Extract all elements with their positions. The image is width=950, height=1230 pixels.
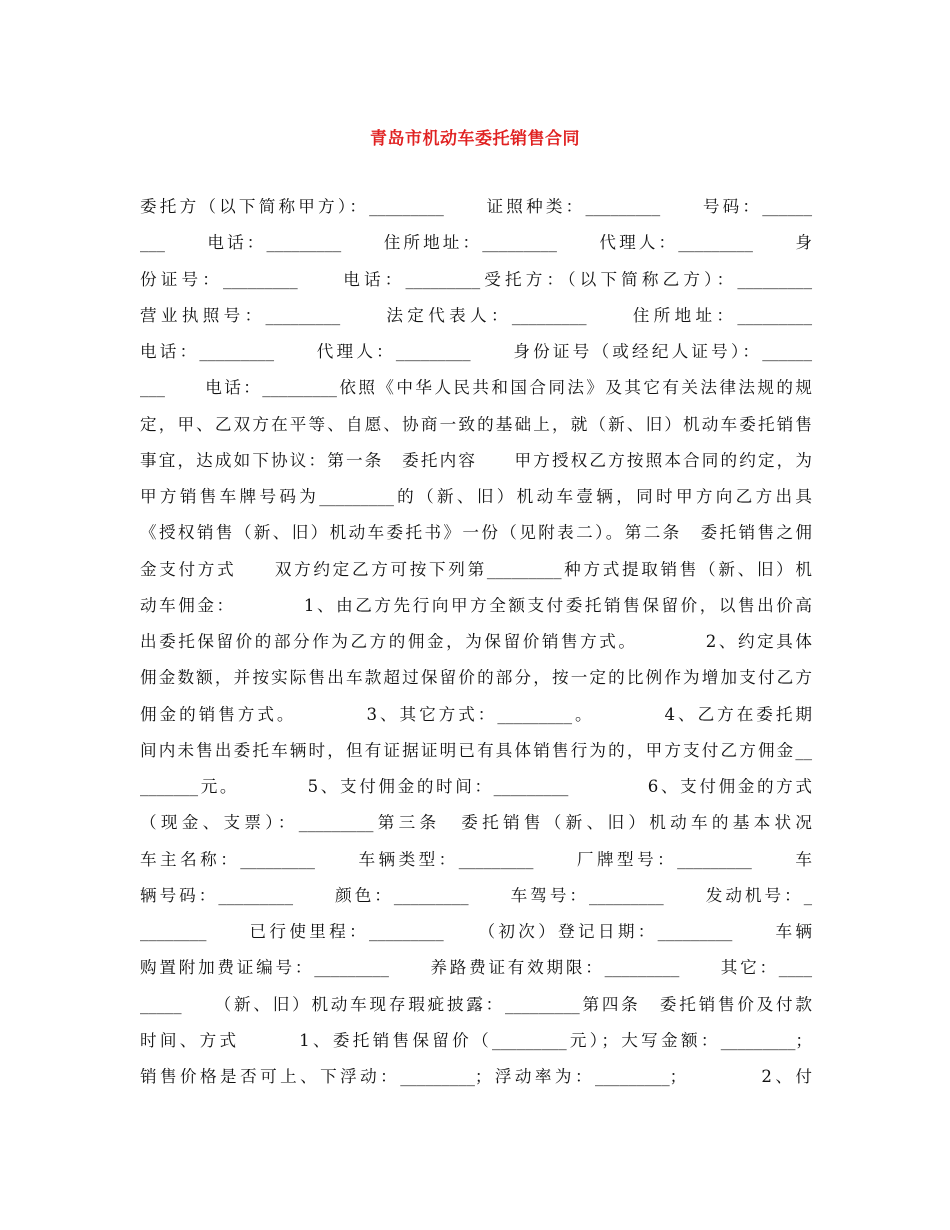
contract-text-line: 购置附加费证编号：_________ 养路费证有效期限：_________ 其它：____ [140, 958, 812, 978]
contract-text-line: 委托方（以下简称甲方）：_________ 证照种类：_________ 号码：______ [140, 197, 812, 216]
contract-text-line: 定，甲、乙双方在平等、自愿、协商一致的基础上，就（新、旧）机动车委托销售 [140, 414, 812, 434]
contract-text-line: ________ 已行使里程：_________ （初次）登记日期：_________ 车辆 [140, 922, 812, 941]
contract-text-line: 佣金的销售方式。 3、其它方式：_________。 4、乙方在委托期 [140, 704, 812, 724]
contract-body [140, 193, 812, 1099]
contract-text-line: 甲方销售车牌号码为_________的（新、旧）机动车壹辆，同时甲方向乙方出具 [140, 487, 812, 506]
document-title: 青岛市机动车委托销售合同 [370, 129, 580, 149]
contract-text-line: ___ 电话：_________ 住所地址：_________ 代理人：_________ 身 [140, 233, 812, 253]
contract-text-line: 出委托保留价的部分作为乙方的佣金，为保留价销售方式。 2、约定具体 [140, 632, 812, 651]
contract-text-line: 事宜，达成如下协议：第一条 委托内容 甲方授权乙方按照本合同的约定，为 [140, 450, 812, 470]
contract-text-line: 份证号：_________ 电话：_________受托方：（以下简称乙方）：_________ [140, 269, 812, 289]
contract-text-line: 动车佣金： 1、由乙方先行向甲方全额支付委托销售保留价，以售出价高 [140, 595, 812, 615]
contract-text-line: _____ （新、旧）机动车现存瑕疵披露：_________第四条 委托销售价及付款 [140, 994, 812, 1014]
contract-text-line: 金支付方式 双方约定乙方可按下列第_________种方式提取销售（新、旧）机 [140, 559, 812, 579]
contract-text-line: 间内未售出委托车辆时，但有证据证明已有具体销售行为的，甲方支付乙方佣金__ [140, 740, 812, 760]
contract-text-line: 《授权销售（新、旧）机动车委托书》一份（见附表二）。第二条 委托销售之佣 [140, 523, 812, 543]
contract-text-line: ___ 电话：_________依照《中华人民共和国合同法》及其它有关法律法规的规 [140, 378, 812, 398]
contract-text-line: 时间、方式 1、委托销售保留价（_________元）；大写金额：_________； [140, 1030, 812, 1050]
contract-text-line: 佣金数额，并按实际售出车款超过保留价的部分，按一定的比例作为增加支付乙方 [140, 668, 812, 688]
contract-text-line: 电话：_________ 代理人：_________ 身份证号（或经纪人证号）：______ [140, 342, 812, 361]
contract-text-line: （现金、支票）：_________第三条 委托销售（新、旧）机动车的基本状况 [140, 813, 812, 833]
contract-text-line: _______元。 5、支付佣金的时间：_________ 6、支付佣金的方式 [140, 777, 812, 796]
contract-text-line: 销售价格是否可上、下浮动：_________；浮动率为：_________； 2、付 [140, 1067, 812, 1086]
contract-text-line: 辆号码：_________ 颜色：_________ 车驾号：_________ 发动机号：_ [140, 885, 812, 905]
contract-text-line: 车主名称：_________ 车辆类型：_________ 厂牌型号：_________ 车 [140, 849, 812, 869]
contract-text-line: 营业执照号：_________ 法定代表人：_________ 住所地址：_________ [140, 305, 812, 325]
